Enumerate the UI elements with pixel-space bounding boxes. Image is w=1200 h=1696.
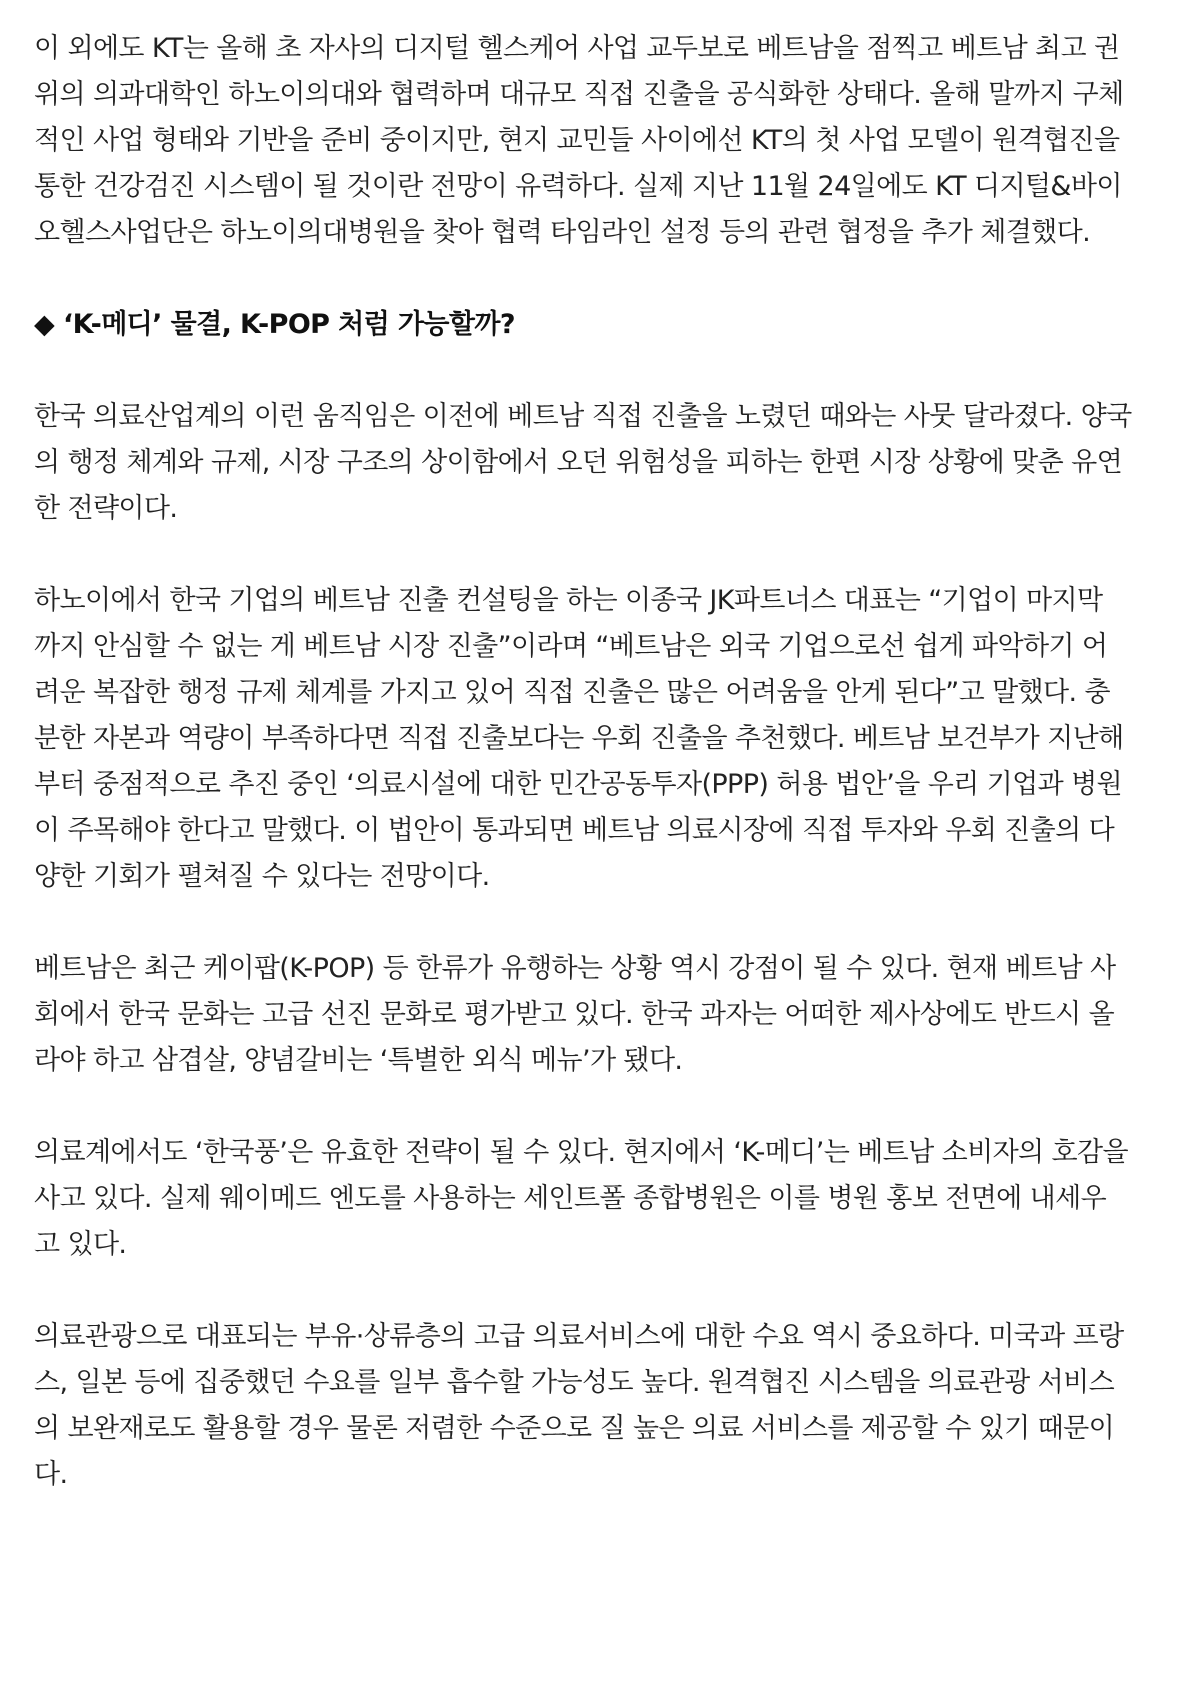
article-body bbox=[34, 26, 1174, 1498]
paragraph-strategy: 한국 의료산업계의 이런 움직임은 이전에 베트남 직접 진출을 노렸던 때와는 사뭇 달라졌다. 양국 의 행정 체계와 규제, 시장 구조의 상이함에서 오던 위험성을 피하는 한편 시장 상황에 맞춘 유연 한 전략이다. bbox=[34, 401, 1132, 524]
section-subheading: ◆ ‘K-메디’ 물결, K-POP 처럼 가능할까? bbox=[34, 309, 515, 340]
paragraph-k-medi: 의료계에서도 ‘한국풍’은 유효한 전략이 될 수 있다. 현지에서 ‘K-메디’는 베트남 소비자의 호감을 사고 있다. 실제 웨이메드 엔도를 사용하는 세인트폴 종합병원은 이를 병원 홍보 전면에 내세우 고 있다. bbox=[34, 1137, 1128, 1260]
paragraph-korean-wave: 베트남은 최근 케이팝(K-POP) 등 한류가 유행하는 상황 역시 강점이 될 수 있다. 현재 베트남 사 회에서 한국 문화는 고급 선진 문화로 평가받고 있다. 한국 과자는 어떠한 제사상에도 반드시 올 라야 하고 삼겹살, 양념갈비는 ‘특별한 외식 메뉴’가 됐다. bbox=[34, 953, 1116, 1076]
paragraph-kt-vietnam: 이 외에도 KT는 올해 초 자사의 디지털 헬스케어 사업 교두보로 베트남을 점찍고 베트남 최고 권 위의 의과대학인 하노이의대와 협력하며 대규모 직접 진출을 공식화한 상태다. 올해 말까지 구체 적인 사업 형태와 기반을 준비 중이지만, 현지 교민들 사이에선 KT의 첫 사업 모델이 원격협진을 통한 건강검진 시스템이 될 것이란 전망이 유력하다. 실제 지난 11월 24일에도 KT 디지털&바이 오헬스사업단은 하노이의대병원을 찾아 협력 타임라인 설정 등의 관련 협정을 추가 체결했다. bbox=[34, 33, 1124, 248]
paragraph-gap bbox=[34, 1084, 1174, 1130]
paragraph-consulting-quote: 하노이에서 한국 기업의 베트남 진출 컨설팅을 하는 이종국 JK파트너스 대표는 “기업이 마지막 까지 안심할 수 없는 게 베트남 시장 진출”이라며 “베트남은 외국 기업으로선 쉽게 파악하기 어 려운 복잡한 행정 규제 체계를 가지고 있어 직접 진출은 많은 어려움을 안게 된다”고 말했다. 충 분한 자본과 역량이 부족하다면 직접 진출보다는 우회 진출을 추천했다. 베트남 보건부가 지난해 부터 중점적으로 추진 중인 ‘의료시설에 대한 민간공동투자(PPP) 허용 법안’을 우리 기업과 병원 이 주목해야 한다고 말했다. 이 법안이 통과되면 베트남 의료시장에 직접 투자와 우회 진출의 다 양한 기회가 펼쳐질 수 있다는 전망이다. bbox=[34, 585, 1124, 892]
paragraph-gap bbox=[34, 1268, 1174, 1314]
paragraph-gap bbox=[34, 900, 1174, 946]
paragraph-gap bbox=[34, 532, 1174, 578]
paragraph-gap bbox=[34, 348, 1174, 394]
paragraph-medical-tourism: 의료관광으로 대표되는 부유·상류층의 고급 의료서비스에 대한 수요 역시 중요하다. 미국과 프랑 스, 일본 등에 집중했던 수요를 일부 흡수할 가능성도 높다. 원격협진 시스템을 의료관광 서비스 의 보완재로도 활용할 경우 물론 저렴한 수준으로 질 높은 의료 서비스를 제공할 수 있기 때문이 다. bbox=[34, 1321, 1124, 1490]
paragraph-gap bbox=[34, 256, 1174, 302]
